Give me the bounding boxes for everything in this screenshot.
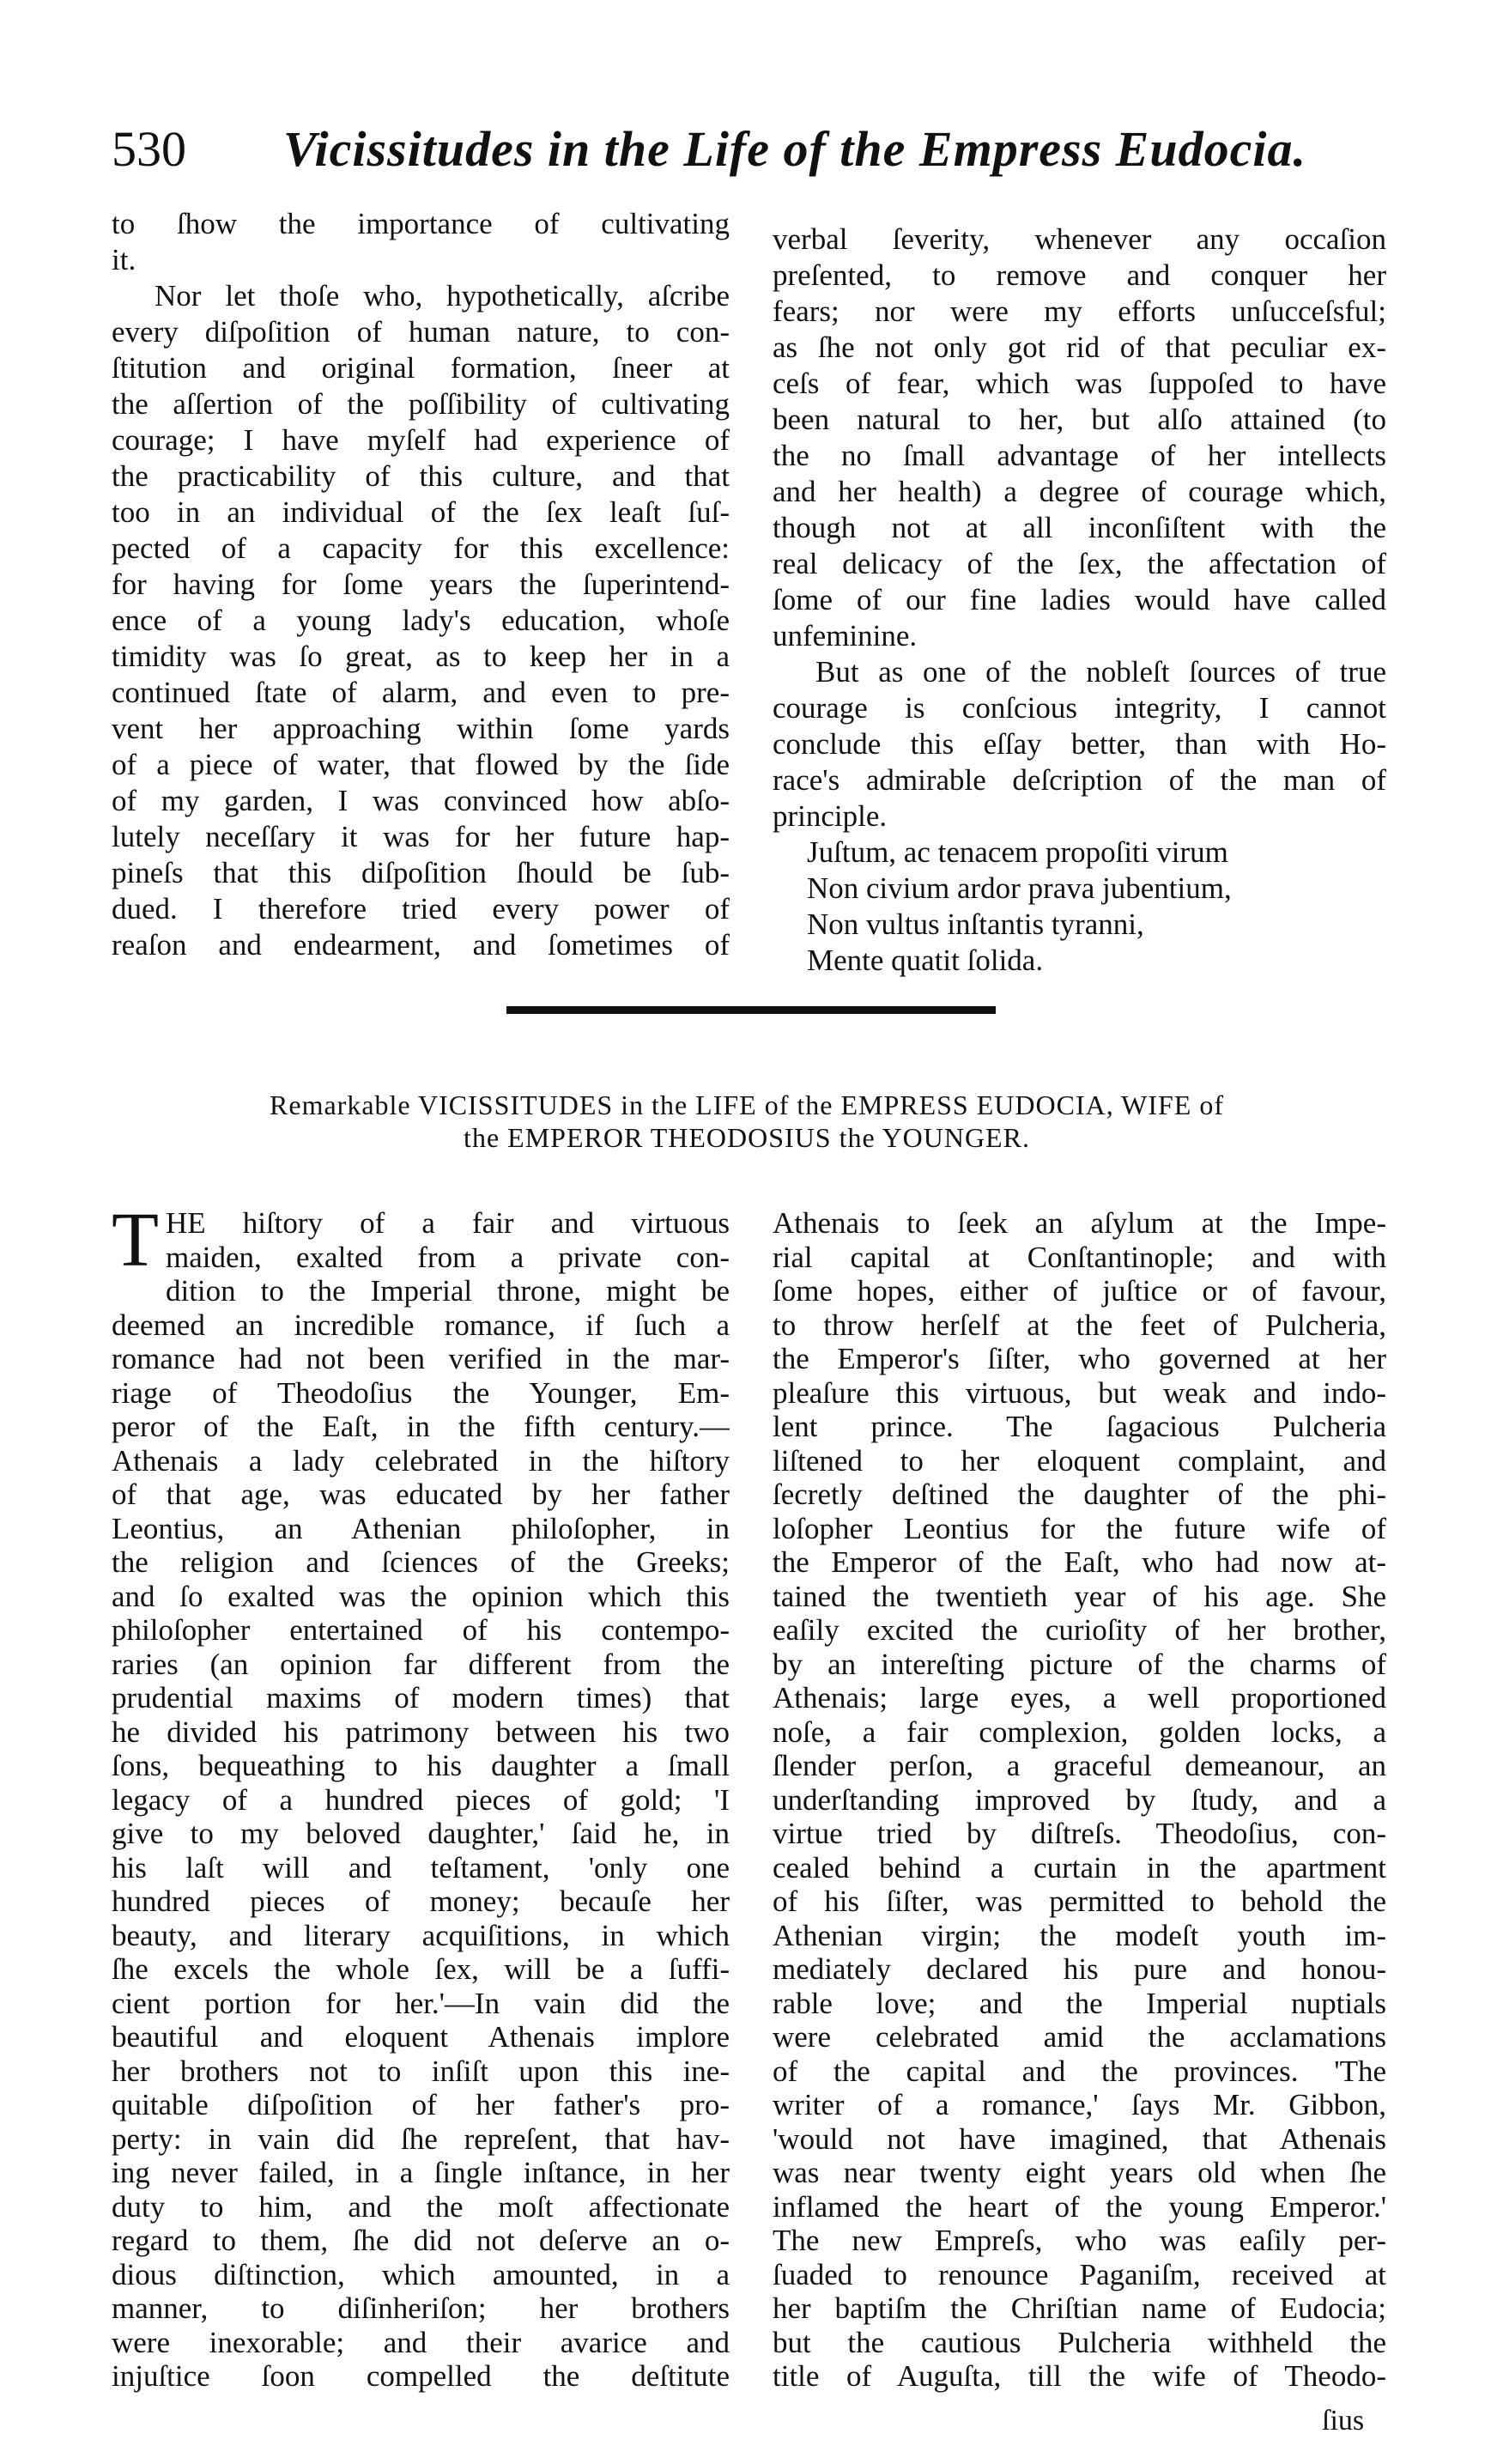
text-line: by an intereſting picture of the charms of [773, 1647, 1386, 1681]
section-divider [506, 1006, 996, 1014]
text-line: ſtitution and original formation, ſneer at [112, 351, 730, 385]
text-line: the practicability of this culture, and that [112, 459, 730, 493]
text-line: reaſon and endearment, and ſometimes of [112, 928, 730, 962]
text-line: of a piece of water, that flowed by the ſide [112, 748, 730, 781]
text-line: of my garden, I was convinced how abſo- [112, 784, 730, 817]
text-line: were celebrated amid the acclamations [773, 2020, 1386, 2054]
text-line: legacy of a hundred pieces of gold; 'I [112, 1782, 730, 1817]
text-line: courage; I have myſelf had experience of [112, 423, 730, 457]
text-line: Athenais to ſeek an aſylum at the Impe- [773, 1206, 1386, 1240]
article-title-line-1: Remarkable VICISSITUDES in the LIFE of the EMPRESS EUDOCIA, WIFE of [270, 1089, 1224, 1120]
text-line: to throw herſelf at the feet of Pulcheria, [773, 1308, 1386, 1342]
text-line: ing never failed, in a ſingle inſtance, in her [112, 2156, 730, 2189]
text-line: ſecretly deſtined the daughter of the phi- [773, 1478, 1386, 1511]
bottom-right-column [773, 1206, 1386, 2394]
text-line: beautiful and eloquent Athenais implore [112, 2020, 730, 2054]
text-line: quitable diſpoſition of her father's pro- [112, 2088, 730, 2121]
text-line: cient portion for her.'—In vain did the [112, 1986, 730, 2020]
text-line: loſopher Leontius for the future wife of [773, 1511, 1386, 1545]
text-line: race's admirable deſcription of the man of [773, 763, 1386, 797]
text-line: eaſily excited the curioſity of her brother, [773, 1613, 1386, 1647]
text-line: lent prince. The ſagacious Pulcheria [773, 1410, 1386, 1443]
text-line: his laſt will and teſtament, 'only one [112, 1850, 730, 1884]
text-line: her brothers not to inſiſt upon this ine- [112, 2054, 730, 2088]
running-title: Vicissitudes in the Life of the Empress Eudocia. [283, 121, 1306, 177]
text-line: it. [112, 243, 136, 276]
text-line: injuſtice ſoon compelled the deſtitute [112, 2359, 730, 2393]
text-line: riage of Theodoſius the Younger, Em- [112, 1375, 730, 1410]
text-line: virtue tried by diſtreſs. Theodoſius, con- [773, 1817, 1386, 1850]
text-line: Athenais; large eyes, a well proportioned [773, 1681, 1386, 1714]
text-line: deemed an incredible romance, if ſuch a [112, 1308, 730, 1342]
text-line: were inexorable; and their avarice and [112, 2325, 730, 2359]
text-line: underſtanding improved by ſtudy, and a [773, 1782, 1386, 1817]
verse-line: Non civium ardor prava jubentium, [807, 871, 1232, 905]
bottom-left-column [112, 1198, 730, 2394]
text-line: romance had not been verified in the mar- [112, 1342, 730, 1375]
text-line: courage is conſcious integrity, I cannot [773, 691, 1386, 725]
article-title [86, 1089, 1408, 1154]
text-line: ceſs of fear, which was ſuppoſed to have [773, 367, 1386, 400]
text-line: rial capital at Conſtantinople; and with [773, 1240, 1386, 1274]
text-line: duty to him, and the moſt affectionate [112, 2189, 730, 2224]
text-line: mediately declared his pure and honou- [773, 1952, 1386, 1986]
text-line: of the capital and the provinces. 'The [773, 2054, 1386, 2088]
text-line: title of Auguſta, till the wife of Theodo- [773, 2359, 1386, 2393]
text-line: pected of a capacity for this excellence: [112, 531, 730, 565]
text-line: cealed behind a curtain in the apartment [773, 1850, 1386, 1884]
text-line: the Emperor's ſiſter, who governed at her [773, 1342, 1386, 1375]
text-line: HE hiſtory of a fair and virtuous [165, 1206, 730, 1240]
text-line: give to my beloved daughter,' ſaid he, in [112, 1817, 730, 1850]
verse-line: Non vultus inſtantis tyranni, [807, 907, 1144, 941]
catchword: ſius [1322, 2405, 1365, 2437]
top-left-column [112, 206, 730, 963]
text-line: fears; nor were my efforts unſucceſsful; [773, 294, 1386, 328]
text-line: rable love; and the Imperial nuptials [773, 1986, 1386, 2020]
text-line: noſe, a fair complexion, golden locks, a [773, 1714, 1386, 1749]
text-line: vent her approaching within ſome yards [112, 712, 730, 745]
text-line: Leontius, an Athenian philoſopher, in [112, 1511, 730, 1545]
text-line: beauty, and literary acquiſitions, in which [112, 1918, 730, 1952]
text-line: pleaſure this virtuous, but weak and indo- [773, 1375, 1386, 1410]
text-line: principle. [773, 799, 888, 833]
text-line: ſons, bequeathing to his daughter a ſmall [112, 1749, 730, 1782]
text-line: regard to them, ſhe did not deſerve an o- [112, 2224, 730, 2257]
text-line: unfeminine. [773, 619, 918, 652]
text-line: the no ſmall advantage of her intellects [773, 439, 1386, 472]
text-line: dued. I therefore tried every power of [112, 892, 730, 926]
text-line: liſtened to her eloquent complaint, and [773, 1443, 1386, 1478]
text-line: of his ſiſter, was permitted to behold the [773, 1884, 1386, 1918]
text-line: verbal ſeverity, whenever any occaſion [773, 222, 1386, 256]
text-line: perty: in vain did ſhe repreſent, that hav- [112, 2121, 730, 2156]
verse-line: Mente quatit ſolida. [807, 944, 1044, 977]
text-line: but the cautious Pulcheria withheld the [773, 2325, 1386, 2359]
text-line: for having for ſome years the ſuperintend- [112, 567, 730, 601]
text-line: writer of a romance,' ſays Mr. Gibbon, [773, 2088, 1386, 2121]
text-line: hundred pieces of money; becauſe her [112, 1884, 730, 1918]
text-line: the religion and ſciences of the Greeks; [112, 1545, 730, 1579]
page-header [112, 120, 1382, 189]
text-line: Nor let thoſe who, hypothetically, aſcribe [155, 279, 730, 313]
text-line: prudential maxims of modern times) that [112, 1681, 730, 1714]
text-line: conclude this eſſay better, than with Ho- [773, 727, 1386, 761]
text-line: continued ſtate of alarm, and even to pre- [112, 676, 730, 709]
text-line: of that age, was educated by her father [112, 1478, 730, 1511]
page-number: 530 [112, 121, 186, 177]
text-line: he divided his patrimony between his two [112, 1714, 730, 1749]
text-line: ence of a young lady's education, whoſe [112, 604, 730, 637]
text-line: inflamed the heart of the young Emperor.' [773, 2189, 1386, 2224]
text-line: manner, to diſinheriſon; her brothers [112, 2291, 730, 2325]
text-line: The new Empreſs, who was eaſily per- [773, 2224, 1386, 2257]
text-line: Athenian virgin; the modeſt youth im- [773, 1918, 1386, 1952]
text-line: was near twenty eight years old when ſhe [773, 2156, 1386, 2189]
text-line: ſlender perſon, a graceful demeanour, an [773, 1749, 1386, 1782]
text-line: real delicacy of the ſex, the affectation of [773, 547, 1386, 580]
text-line: to ſhow the importance of cultivating [112, 207, 730, 240]
text-line: lutely neceſſary it was for her future hap- [112, 820, 730, 853]
text-line: the Emperor of the Eaſt, who had now at- [773, 1545, 1386, 1579]
text-line: pineſs that this diſpoſition ſhould be ſub- [112, 856, 730, 889]
text-line: dition to the Imperial throne, might be [165, 1274, 730, 1308]
text-line: and ſo exalted was the opinion which this [112, 1579, 730, 1613]
text-line: But as one of the nobleſt ſources of true [815, 655, 1386, 689]
text-line: raries (an opinion far different from the [112, 1647, 730, 1681]
text-line: Athenais a lady celebrated in the hiſtory [112, 1443, 730, 1478]
text-line: philoſopher entertained of his contempo- [112, 1613, 730, 1647]
text-line: ſhe excels the whole ſex, will be a ſuffi- [112, 1952, 730, 1986]
text-line: ſome of our fine ladies would have called [773, 583, 1386, 616]
text-line: peror of the Eaſt, in the fifth century.— [112, 1410, 730, 1443]
text-line: and her health) a degree of courage which, [773, 475, 1386, 508]
text-line: ſome hopes, either of juſtice or of favour, [773, 1274, 1386, 1308]
article-title-line-2: the EMPEROR THEODOSIUS the YOUNGER. [464, 1122, 1030, 1153]
drop-cap: T [112, 1198, 159, 1283]
text-line: dious diſtinction, which amounted, in a [112, 2257, 730, 2291]
text-line: too in an individual of the ſex leaſt ſuſ- [112, 495, 730, 529]
text-line: as ſhe not only got rid of that peculiar ex- [773, 331, 1386, 364]
text-line: every diſpoſition of human nature, to con- [112, 315, 730, 349]
text-line: 'would not have imagined, that Athenais [773, 2121, 1386, 2156]
text-line: timidity was ſo great, as to keep her in a [112, 640, 730, 673]
text-line: been natural to her, but alſo attained (to [773, 403, 1386, 436]
text-line: her baptiſm the Chriſtian name of Eudocia; [773, 2291, 1386, 2325]
text-line: though not at all inconſiſtent with the [773, 511, 1386, 544]
text-line: maiden, exalted from a private con- [165, 1240, 730, 1274]
top-right-column [773, 222, 1386, 979]
text-line: preſented, to remove and conquer her [773, 258, 1386, 292]
verse-line: Juſtum, ac tenacem propoſiti virum [807, 835, 1228, 869]
text-line: ſuaded to renounce Paganiſm, received at [773, 2257, 1386, 2291]
text-line: the aſſertion of the poſſibility of cultivating [112, 387, 730, 421]
text-line: tained the twentieth year of his age. She [773, 1579, 1386, 1613]
